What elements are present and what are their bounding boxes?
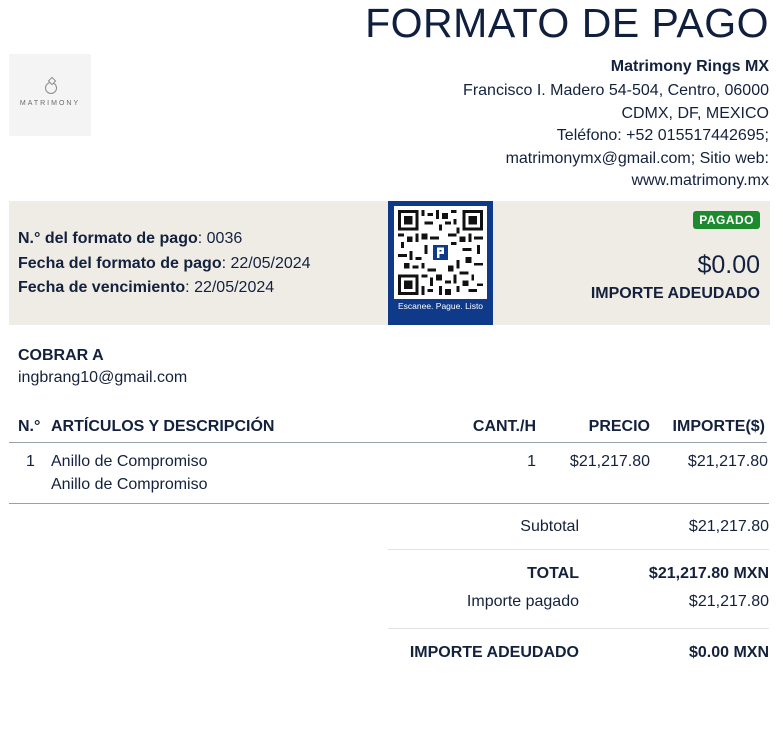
- bill-to-section: [18, 346, 187, 390]
- balance-due-label: IMPORTE ADEUDADO: [409, 644, 579, 661]
- total-value: $21,217.80 MXN: [648, 565, 769, 582]
- ring-icon: [45, 82, 57, 94]
- totals-section: [388, 513, 769, 668]
- summary-band: [9, 201, 770, 325]
- qr-caption: Escanee. Pague. Listo: [397, 301, 484, 311]
- company-address-line: Francisco I. Madero 54-504, Centro, 06000: [463, 82, 769, 99]
- row-number: 1: [26, 453, 35, 470]
- logo-wordmark: MATRIMONY: [19, 100, 81, 107]
- company-website-line: www.matrimony.mx: [631, 172, 769, 190]
- document-meta: [18, 227, 311, 301]
- subtotal-row: [388, 513, 769, 549]
- subtotal-value: $21,217.80: [688, 518, 769, 535]
- total-label: TOTAL: [527, 565, 579, 582]
- column-header-quantity: CANT./H: [472, 418, 536, 435]
- table-row: [9, 443, 769, 504]
- balance-due-row: [388, 628, 769, 668]
- payment-qr-panel[interactable]: [388, 201, 493, 325]
- qr-code[interactable]: [394, 206, 487, 299]
- meta-number: N.° del formato de pago: 0036: [18, 230, 243, 247]
- row-price: $21,217.80: [569, 453, 650, 470]
- bill-to-label: COBRAR A: [18, 347, 104, 364]
- subtotal-label: Subtotal: [520, 518, 579, 535]
- amount-due-label: IMPORTE ADEUDADO: [590, 285, 760, 302]
- company-address-line: CDMX, DF, MEXICO: [621, 104, 769, 122]
- balance-due-value: $0.00 MXN: [688, 644, 769, 661]
- meta-due-date: Fecha de vencimiento: 22/05/2024: [18, 279, 275, 296]
- row-item-name: Anillo de Compromiso: [51, 453, 208, 470]
- row-quantity: 1: [527, 453, 536, 470]
- row-item-description: Anillo de Compromiso: [51, 476, 208, 493]
- amount-paid-value: $21,217.80: [688, 593, 769, 610]
- status-badge: PAGADO: [693, 211, 760, 229]
- amount-paid-row: [388, 588, 769, 628]
- meta-date: Fecha del formato de pago: 22/05/2024: [18, 254, 311, 272]
- amount-due-value: $0.00: [697, 251, 760, 279]
- column-header-amount: IMPORTE($): [672, 418, 765, 435]
- qr-code-icon: [398, 210, 483, 295]
- document-title: FORMATO DE PAGO: [365, 0, 769, 46]
- company-logo: [9, 54, 91, 136]
- total-row: [388, 549, 769, 588]
- company-email-line: matrimonymx@gmail.com; Sitio web:: [505, 149, 769, 167]
- company-name: Matrimony Rings MX: [610, 58, 769, 75]
- row-amount: $21,217.80: [687, 453, 768, 470]
- company-info: [389, 56, 769, 193]
- column-header-price: PRECIO: [588, 418, 650, 435]
- items-table-header: [9, 414, 767, 443]
- company-phone-line: Teléfono: +52 015517442695;: [556, 127, 769, 145]
- amount-paid-label: Importe pagado: [466, 593, 579, 610]
- bill-to-email: ingbrang10@gmail.com: [18, 369, 188, 386]
- column-header-number: N.°: [18, 418, 41, 435]
- column-header-description: ARTÍCULOS Y DESCRIPCIÓN: [51, 418, 275, 435]
